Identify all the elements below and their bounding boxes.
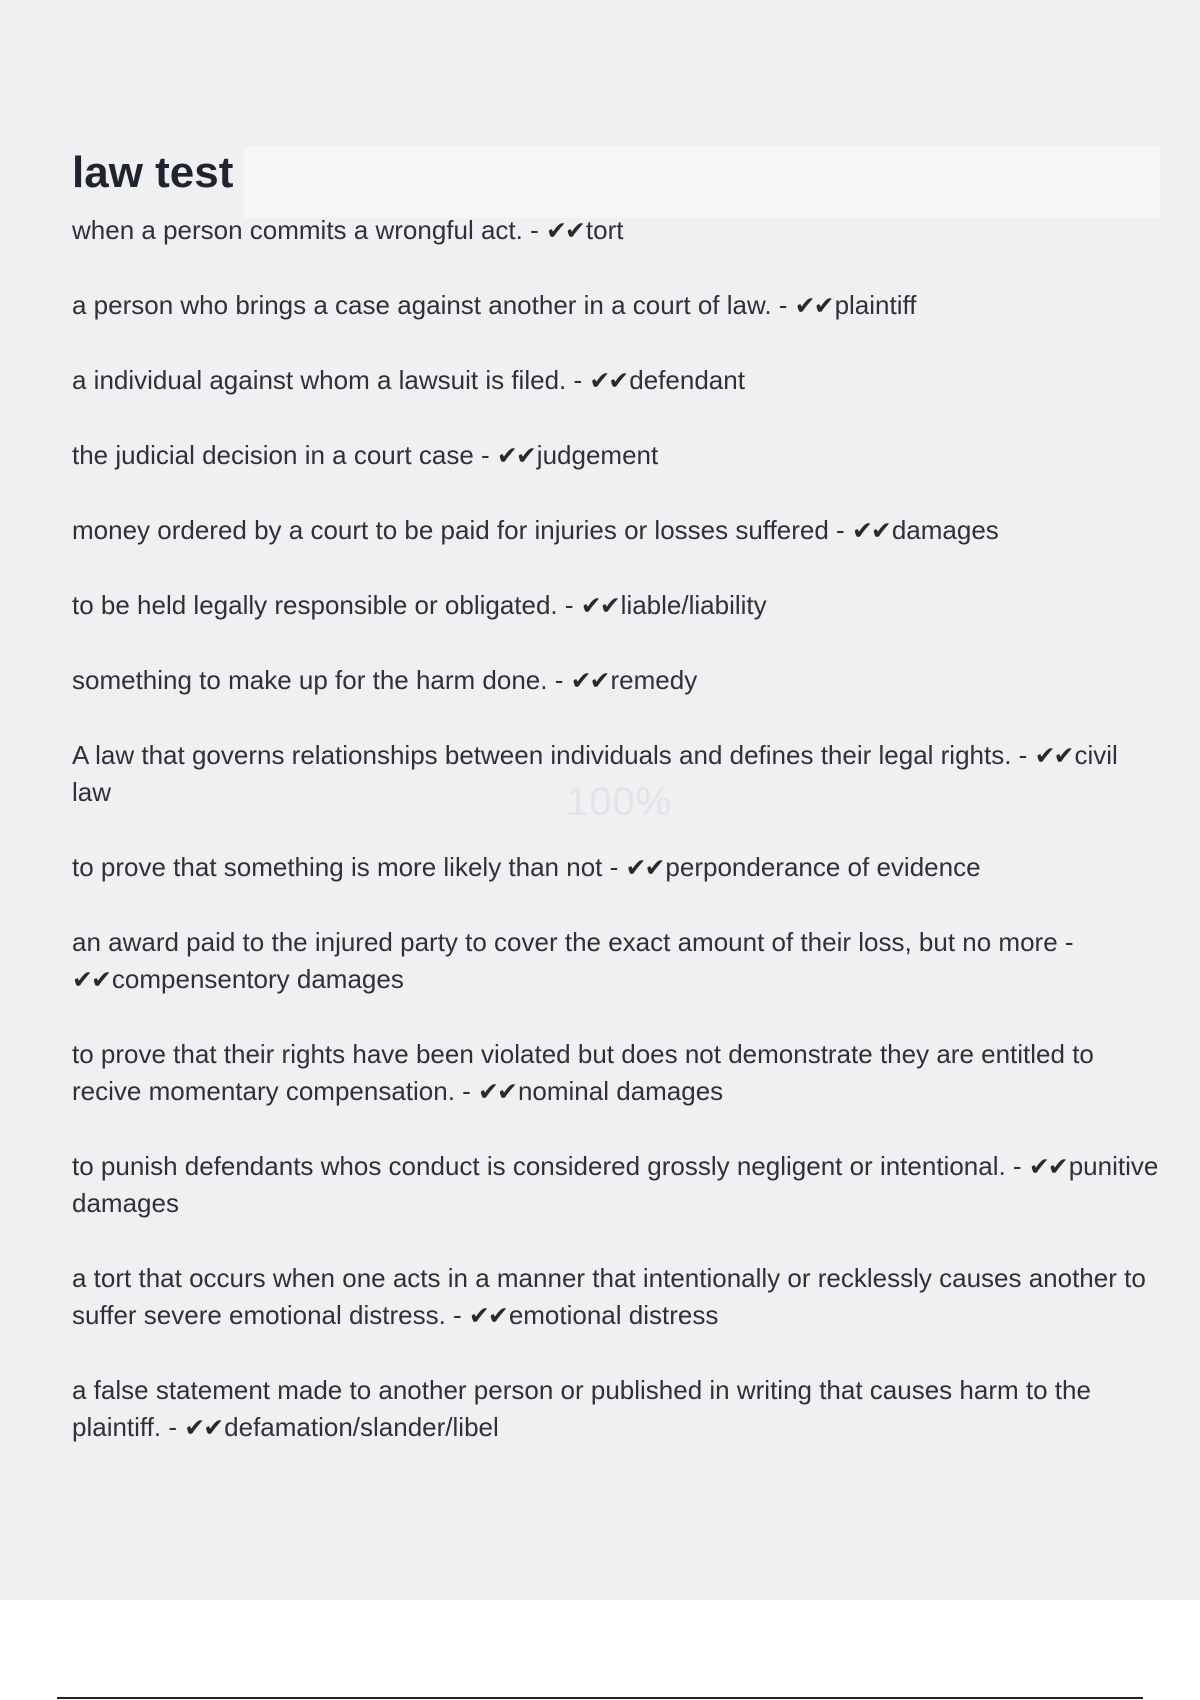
answer-text: plaintiff [834,290,917,320]
question-text: a individual against whom a lawsuit is filed. - [72,365,590,395]
double-check-icon: ✔✔ [580,591,619,620]
question-text: to be held legally responsible or obligated. - [72,590,581,620]
qa-item [72,362,1162,399]
double-check-icon: ✔✔ [72,965,110,994]
answer-text: damages [891,515,999,545]
qa-item [72,437,1162,474]
qa-item [72,1148,1162,1222]
answer-text: tort [585,215,624,245]
answer-text: judgement [536,440,659,470]
question-text: to prove that their rights have been violated but does not demonstrate they are entitled to recive momentary compensation. - [72,1039,1094,1106]
question-text: something to make up for the harm done. - [72,665,571,695]
double-check-icon: ✔✔ [625,853,664,882]
question-text: A law that governs relationships between individuals and defines their legal rights. - [72,740,1035,770]
question-text: a tort that occurs when one acts in a manner that intentionally or recklessly causes another to suffer severe emotional distress. - [72,1263,1146,1330]
answer-text: punitive damages [72,1151,1159,1218]
qa-item [72,662,1162,699]
double-check-icon: ✔✔ [589,366,628,395]
answer-text: remedy [610,665,698,695]
double-check-icon: ✔✔ [496,441,535,470]
question-text: when a person commits a wrongful act. - [72,215,546,245]
double-check-icon: ✔✔ [478,1077,516,1106]
question-answer-list [72,212,1162,1484]
question-text: money ordered by a court to be paid for injuries or losses suffered - [72,515,852,545]
question-text: a person who brings a case against another in a court of law. - [72,290,795,320]
qa-item [72,512,1162,549]
title-highlight-band [244,146,1160,218]
double-check-icon: ✔✔ [570,666,609,695]
qa-item [72,849,1162,886]
question-text: to punish defendants whos conduct is considered grossly negligent or intentional. - [72,1151,1029,1181]
answer-text: emotional distress [508,1300,719,1330]
qa-item [72,1372,1162,1446]
zoom-level-watermark: 100% [566,780,673,824]
question-text: a false statement made to another person or published in writing that causes harm to the plaintiff. - [72,1375,1091,1442]
qa-item [72,924,1162,998]
qa-item [72,287,1162,324]
double-check-icon: ✔✔ [794,291,833,320]
question-text: to prove that something is more likely than not - [72,852,626,882]
double-check-icon: ✔✔ [1028,1152,1067,1181]
question-text: the judicial decision in a court case - [72,440,497,470]
answer-text: defendant [629,365,745,395]
document-title: law test [72,148,234,197]
double-check-icon: ✔✔ [184,1413,223,1442]
qa-item [72,587,1162,624]
double-check-icon: ✔✔ [851,516,890,545]
qa-item [72,1260,1162,1334]
answer-text: defamation/slander/libel [224,1412,499,1442]
answer-text: civil law [72,740,1118,807]
qa-item [72,212,1162,249]
double-check-icon: ✔✔ [1034,741,1073,770]
answer-text: nominal damages [517,1076,724,1106]
answer-text: compensentory damages [111,964,404,994]
footer-divider [57,1697,1143,1699]
double-check-icon: ✔✔ [468,1301,507,1330]
answer-text: perponderance of evidence [665,852,981,882]
double-check-icon: ✔✔ [545,216,584,245]
answer-text: liable/liability [620,590,767,620]
question-text: an award paid to the injured party to cover the exact amount of their loss, but no more - [72,927,1074,957]
qa-item [72,1036,1162,1110]
